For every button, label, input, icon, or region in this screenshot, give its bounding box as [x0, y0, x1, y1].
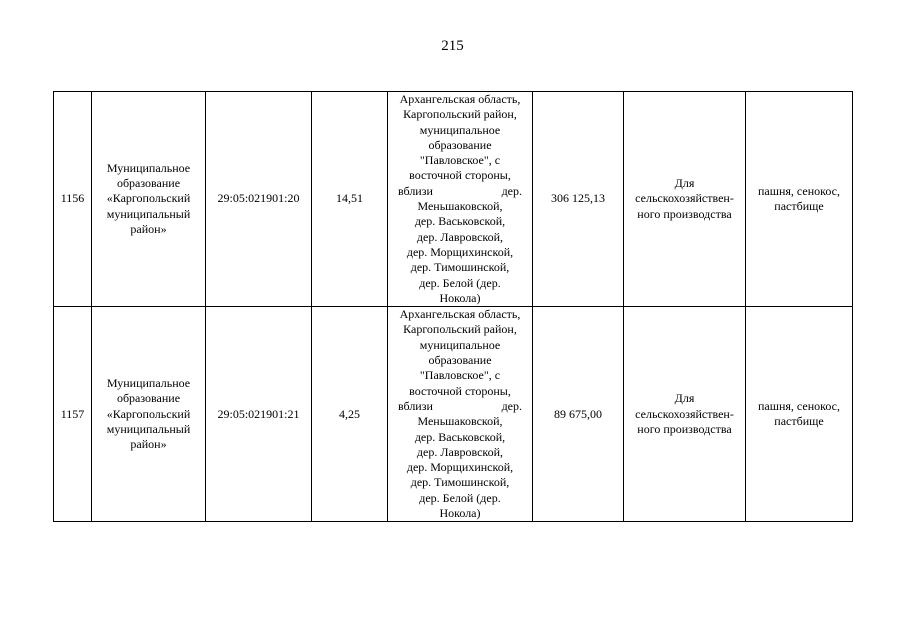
- address-word: дер.: [501, 183, 522, 198]
- land-use-cell: [746, 307, 853, 522]
- address-line: дер. Лавровской,: [416, 229, 504, 244]
- cell-text-line: муниципальный: [106, 421, 191, 436]
- address-line: Меньшаковской,: [417, 199, 503, 214]
- cell-text-line: пастбище: [774, 414, 824, 429]
- land-use-cell: [746, 92, 853, 307]
- cell-text-line: ного производства: [637, 421, 732, 436]
- cadastral-value-cell: 306 125,13: [533, 92, 624, 307]
- address-line: восточной стороны,: [409, 383, 511, 398]
- cell-text-line: Муниципальное: [106, 160, 191, 175]
- address-word: дер.: [501, 398, 522, 413]
- cell-text-line: район»: [130, 437, 167, 452]
- address-line: Архангельская область,: [399, 307, 521, 322]
- cadastral-number-cell: 29:05:021901:20: [206, 92, 312, 307]
- cadastral-value-cell: 89 675,00: [533, 307, 624, 522]
- address-line: Меньшаковской,: [417, 414, 503, 429]
- purpose-cell: [624, 307, 746, 522]
- address-line: Нокола): [439, 290, 481, 305]
- cell-text-line: Для: [674, 391, 695, 406]
- cell-text-line: сельскохозяйствен-: [635, 406, 734, 421]
- cell-text-line: пашня, сенокос,: [758, 183, 840, 198]
- land-plots-table: [53, 91, 853, 522]
- purpose-cell: [624, 92, 746, 307]
- cell-text-line: «Каргопольский: [106, 191, 191, 206]
- address-cell: [388, 307, 533, 522]
- cell-text-line: Муниципальное: [106, 375, 191, 390]
- address-line: муниципальное: [419, 122, 501, 137]
- address-line: восточной стороны,: [409, 168, 511, 183]
- cell-text-line: сельскохозяйствен-: [635, 191, 734, 206]
- address-line: муниципальное: [419, 337, 501, 352]
- cell-text-line: Для: [674, 176, 695, 191]
- address-line: "Павловское", с: [419, 153, 501, 168]
- address-line: дер. Белой (дер.: [419, 275, 501, 290]
- address-line: дер. Тимошинской,: [410, 260, 510, 275]
- address-line: образование: [428, 137, 492, 152]
- address-line: дер. Тимошинской,: [410, 475, 510, 490]
- address-line: "Павловское", с: [419, 368, 501, 383]
- area-cell: 14,51: [312, 92, 388, 307]
- cell-text-line: образование: [116, 176, 181, 191]
- address-cell: [388, 92, 533, 307]
- cell-text-line: район»: [130, 222, 167, 237]
- cell-text-line: муниципальный: [106, 206, 191, 221]
- address-line: образование: [428, 353, 492, 368]
- address-line: дер. Васьковской,: [414, 214, 506, 229]
- area-cell: 4,25: [312, 307, 388, 522]
- address-line: Каргопольский район,: [403, 322, 517, 337]
- cadastral-number-cell: 29:05:021901:21: [206, 307, 312, 522]
- address-word: вблизи: [398, 183, 433, 198]
- owner-cell: [92, 307, 206, 522]
- address-line: [390, 184, 530, 199]
- address-line: дер. Морщихинской,: [406, 244, 514, 259]
- cell-text-line: пастбище: [774, 199, 824, 214]
- cell-text-line: пашня, сенокос,: [758, 398, 840, 413]
- cell-text-line: «Каргопольский: [106, 406, 191, 421]
- address-line: дер. Васьковской,: [414, 429, 506, 444]
- table-body: [54, 92, 853, 522]
- page-number: 215: [441, 38, 464, 54]
- row-number-cell: 1157: [54, 307, 92, 522]
- address-line: дер. Лавровской,: [416, 444, 504, 459]
- address-line: Архангельская область,: [399, 92, 521, 106]
- cell-text-line: образование: [116, 391, 181, 406]
- address-word: вблизи: [398, 398, 433, 413]
- address-line: Каргопольский район,: [403, 107, 517, 122]
- row-number-cell: 1156: [54, 92, 92, 307]
- cell-text-line: ного производства: [637, 206, 732, 221]
- address-line: дер. Морщихинской,: [406, 460, 514, 475]
- table-row: [54, 307, 853, 522]
- table-row: [54, 92, 853, 307]
- address-line: дер. Белой (дер.: [419, 490, 501, 505]
- address-line: [390, 399, 530, 414]
- owner-cell: [92, 92, 206, 307]
- address-line: Нокола): [439, 506, 481, 521]
